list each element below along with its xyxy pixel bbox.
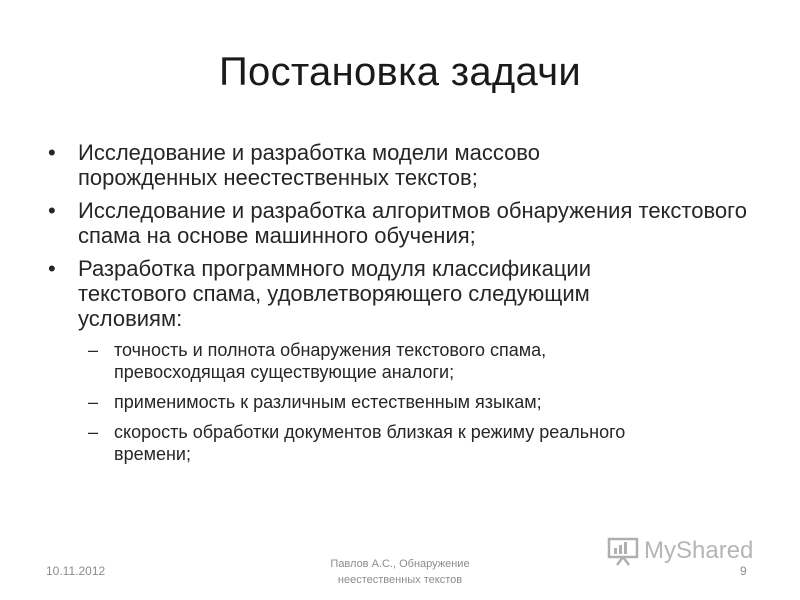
footer-author-line2: неестественных текстов [337,574,463,586]
footer-author [300,556,500,588]
slide-content [46,140,746,473]
bullet-item [46,198,768,248]
sub-bullet-item [46,391,754,413]
bullet-dot: • [48,140,56,165]
sub-bullet-text: применимость к различным естественным языкам; [114,392,542,412]
bullet-item [46,256,688,331]
footer-date: 10.11.2012 [46,564,106,578]
sub-bullet-text: точность и полнота обнаружения текстового спама, превосходящая существующие аналоги; [114,340,547,382]
sub-bullet-dash: – [88,392,99,412]
sub-bullet-dash: – [88,422,99,442]
presentation-board-icon [606,536,640,566]
sub-bullet-dash: – [88,340,99,360]
bullet-text: Разработка программного модуля классификации текстового спама, удовлетворяющего следующим условиям: [78,256,592,331]
bullet-text: Исследование и разработка алгоритмов обнаружения текстового спама на основе машинного обучения; [78,198,747,248]
bullet-text: Исследование и разработка модели массово порожденных неестественных текстов; [78,140,540,190]
bullet-dot: • [48,198,56,223]
footer-author-line1: Павлов А.С., Обнаружение [330,558,470,570]
watermark-logo [606,536,753,566]
sub-bullet-item [46,421,674,465]
watermark-text: MyShared [644,537,754,564]
sub-bullet-text: скорость обработки документов близкая к режиму реального времени; [114,422,626,464]
sub-bullet-item [46,339,674,383]
footer-page-number: 9 [740,564,747,578]
sub-bullet-list [46,339,746,465]
bullet-item [46,140,638,190]
slide-title: Постановка задачи [218,50,581,94]
bullet-dot: • [48,256,56,281]
